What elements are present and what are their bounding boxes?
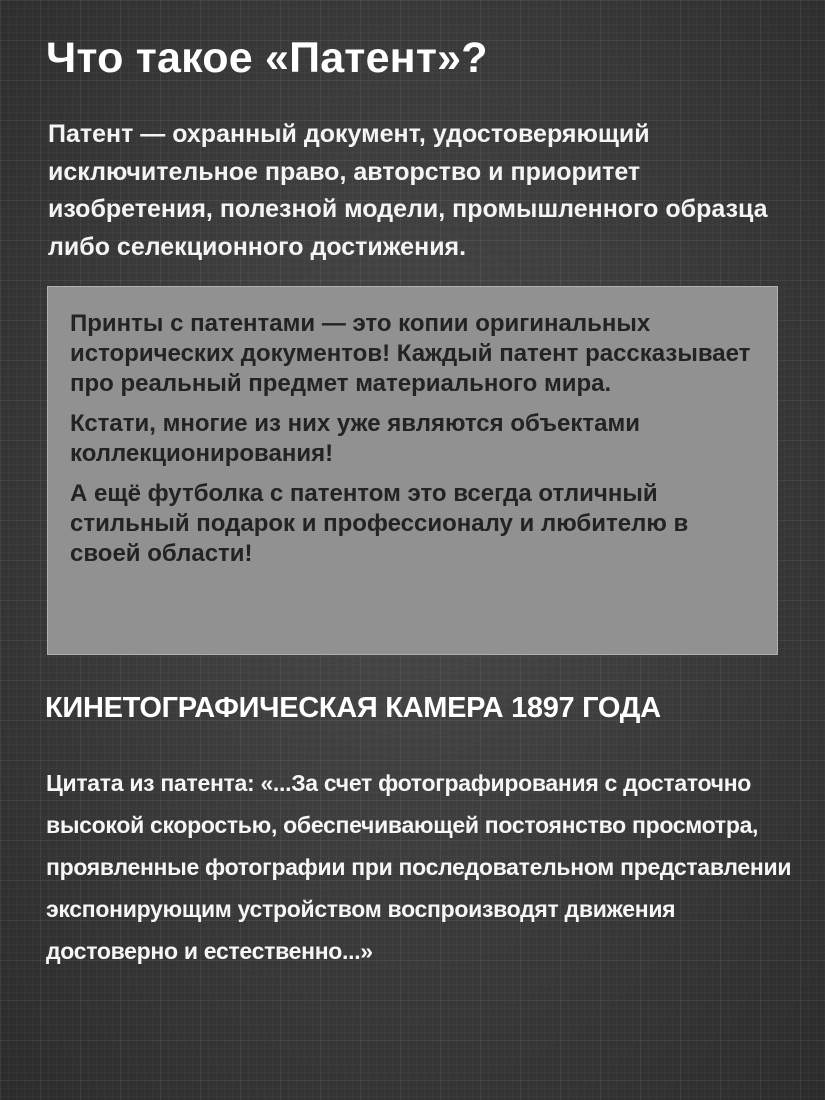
info-paragraph: Принты с патентами — это копии оригинальных исторических документов! Каждый патент рассказывает про реальный предмет материального мира. (70, 310, 751, 397)
page-title: Что такое «Патент»? (46, 34, 488, 82)
patent-quote: Цитата из патента: «...За счет фотографирования с достаточно высокой скоростью, обеспечивающей постоянство просмотра, проявленные фотографии при последовательном представлении экспонирующим устройством воспроизводят движения достоверно и естественно...» (46, 770, 792, 964)
info-paragraph: Кстати, многие из них уже являются объектами коллекционирования! (70, 410, 640, 467)
info-box (47, 286, 778, 655)
info-paragraph: А ещё футболка с патентом это всегда отличный стильный подарок и профессионалу и любителю в своей области! (70, 480, 689, 567)
section-heading: КИНЕТОГРАФИЧЕСКАЯ КАМЕРА 1897 ГОДА (45, 692, 661, 724)
patent-definition: Патент — охранный документ, удостоверяющий исключительное право, авторство и приоритет изобретения, полезной модели, промышленного образца либо селекционного достижения. (48, 120, 768, 261)
